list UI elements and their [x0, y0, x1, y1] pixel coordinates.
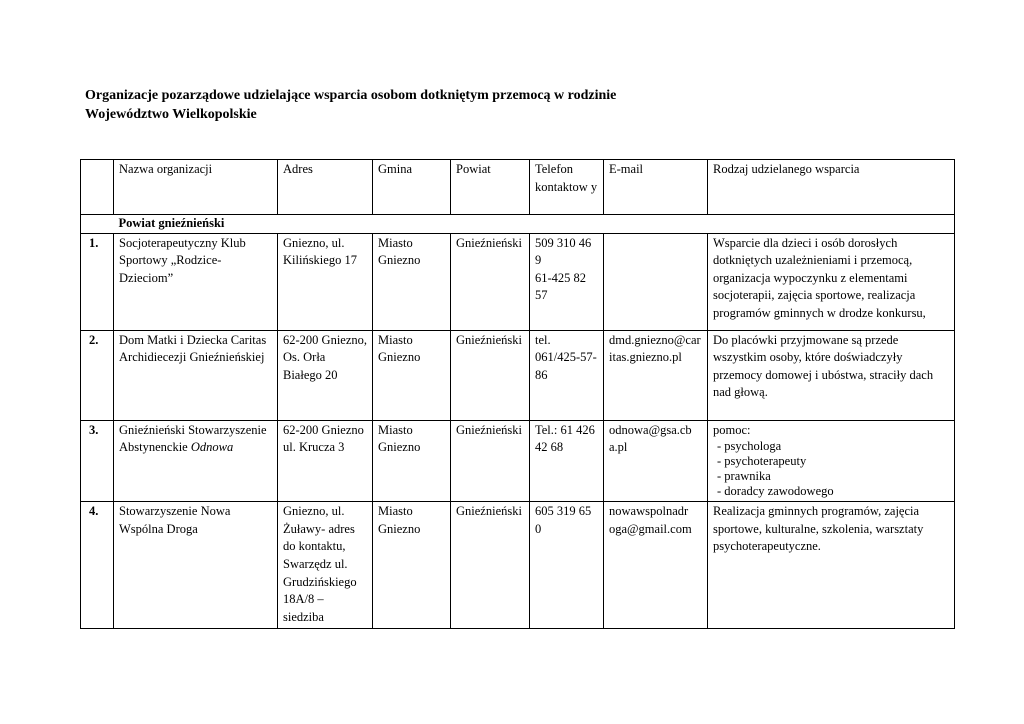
document-title: [85, 86, 616, 124]
org-name: Dom Matki i Dziecka Caritas Archidiecezji Gnieźnieńskiej: [114, 330, 278, 420]
org-support: Do placówki przyjmowane są przede wszystkim osoby, które doświadczyły przemocy domowej i ubóstwa, straciły dach nad głową.: [708, 330, 955, 420]
table-row: [81, 330, 955, 420]
header-powiat: Powiat: [451, 160, 530, 215]
support-item: - prawnika: [717, 469, 771, 484]
org-email: dmd.gniezno@caritas.gniezno.pl: [604, 330, 708, 420]
org-phone: tel. 061/425-57-86: [530, 330, 604, 420]
table-row: [81, 233, 955, 330]
row-number: 1.: [81, 233, 114, 330]
table-row: [81, 502, 955, 629]
header-support: Rodzaj udzielanego wsparcia: [708, 160, 955, 215]
org-gmina: Miasto Gniezno: [373, 330, 451, 420]
header-num: [81, 160, 114, 215]
org-powiat: Gnieźnieński: [451, 330, 530, 420]
organizations-table: [80, 159, 955, 629]
row-number: 4.: [81, 502, 114, 629]
title-line-2: Województwo Wielkopolskie: [85, 107, 257, 122]
section-row: [81, 215, 955, 234]
org-gmina: Miasto Gniezno: [373, 233, 451, 330]
org-support: [708, 420, 955, 502]
org-address: Gniezno, ul. Kilińskiego 17: [278, 233, 373, 330]
section-label: Powiat gnieźnieński: [114, 215, 955, 234]
header-row: [81, 160, 955, 215]
org-powiat: Gnieźnieński: [451, 502, 530, 629]
header-address: Adres: [278, 160, 373, 215]
org-name-text: Gnieźnieński Stowarzyszenie Abstynenckie: [119, 422, 267, 455]
header-gmina: Gmina: [373, 160, 451, 215]
org-name: [114, 420, 278, 502]
header-email: E-mail: [604, 160, 708, 215]
header-name: Nazwa organizacji: [114, 160, 278, 215]
org-address: 62-200 Gniezno ul. Krucza 3: [278, 420, 373, 502]
org-phone: Tel.: 61 426 42 68: [530, 420, 604, 502]
header-phone: Telefon kontaktow y: [530, 160, 604, 215]
org-name-italic: Odnowa: [190, 440, 234, 455]
org-name: Socjoterapeutyczny Klub Sportowy „Rodzice-Dzieciom”: [114, 233, 278, 330]
org-phone: 605 319 65 0: [530, 502, 604, 629]
org-gmina: Miasto Gniezno: [373, 502, 451, 629]
org-name: Stowarzyszenie Nowa Wspólna Droga: [114, 502, 278, 629]
org-gmina: Miasto Gniezno: [373, 420, 451, 502]
title-line-1: Organizacje pozarządowe udzielające wsparcia osobom dotkniętym przemocą w rodzinie: [85, 88, 617, 103]
org-phone: 509 310 46 9 61-425 82 57: [530, 233, 604, 330]
org-email: nowawspolnadr oga@gmail.com: [604, 502, 708, 629]
row-number: 3.: [81, 420, 114, 502]
org-email: [604, 233, 708, 330]
org-email: odnowa@gsa.cb a.pl: [604, 420, 708, 502]
support-item: - doradcy zawodowego: [717, 484, 834, 499]
support-item: - psychologa: [717, 439, 782, 454]
org-powiat: Gnieźnieński: [451, 420, 530, 502]
org-powiat: Gnieźnieński: [451, 233, 530, 330]
support-title: pomoc:: [713, 422, 751, 437]
org-address: 62-200 Gniezno, Os. Orła Białego 20: [278, 330, 373, 420]
support-item: - psychoterapeuty: [717, 454, 807, 469]
support-list: [713, 439, 949, 499]
org-address: Gniezno, ul. Żuławy- adres do kontaktu, Swarzędz ul. Grudzińskiego 18A/8 – siedziba: [278, 502, 373, 629]
org-support: Realizacja gminnych programów, zajęcia sportowe, kulturalne, szkolenia, warsztaty psychoterapeutyczne.: [708, 502, 955, 629]
row-number: 2.: [81, 330, 114, 420]
org-support: Wsparcie dla dzieci i osób dorosłych dotkniętych uzależnieniami i przemocą, organizacja wypoczynku z elementami socjoterapii, zajęcia sportowe, realizacja programów gminnych w drodze konkursu,: [708, 233, 955, 330]
section-num-cell: [81, 215, 114, 234]
table-row: [81, 420, 955, 502]
